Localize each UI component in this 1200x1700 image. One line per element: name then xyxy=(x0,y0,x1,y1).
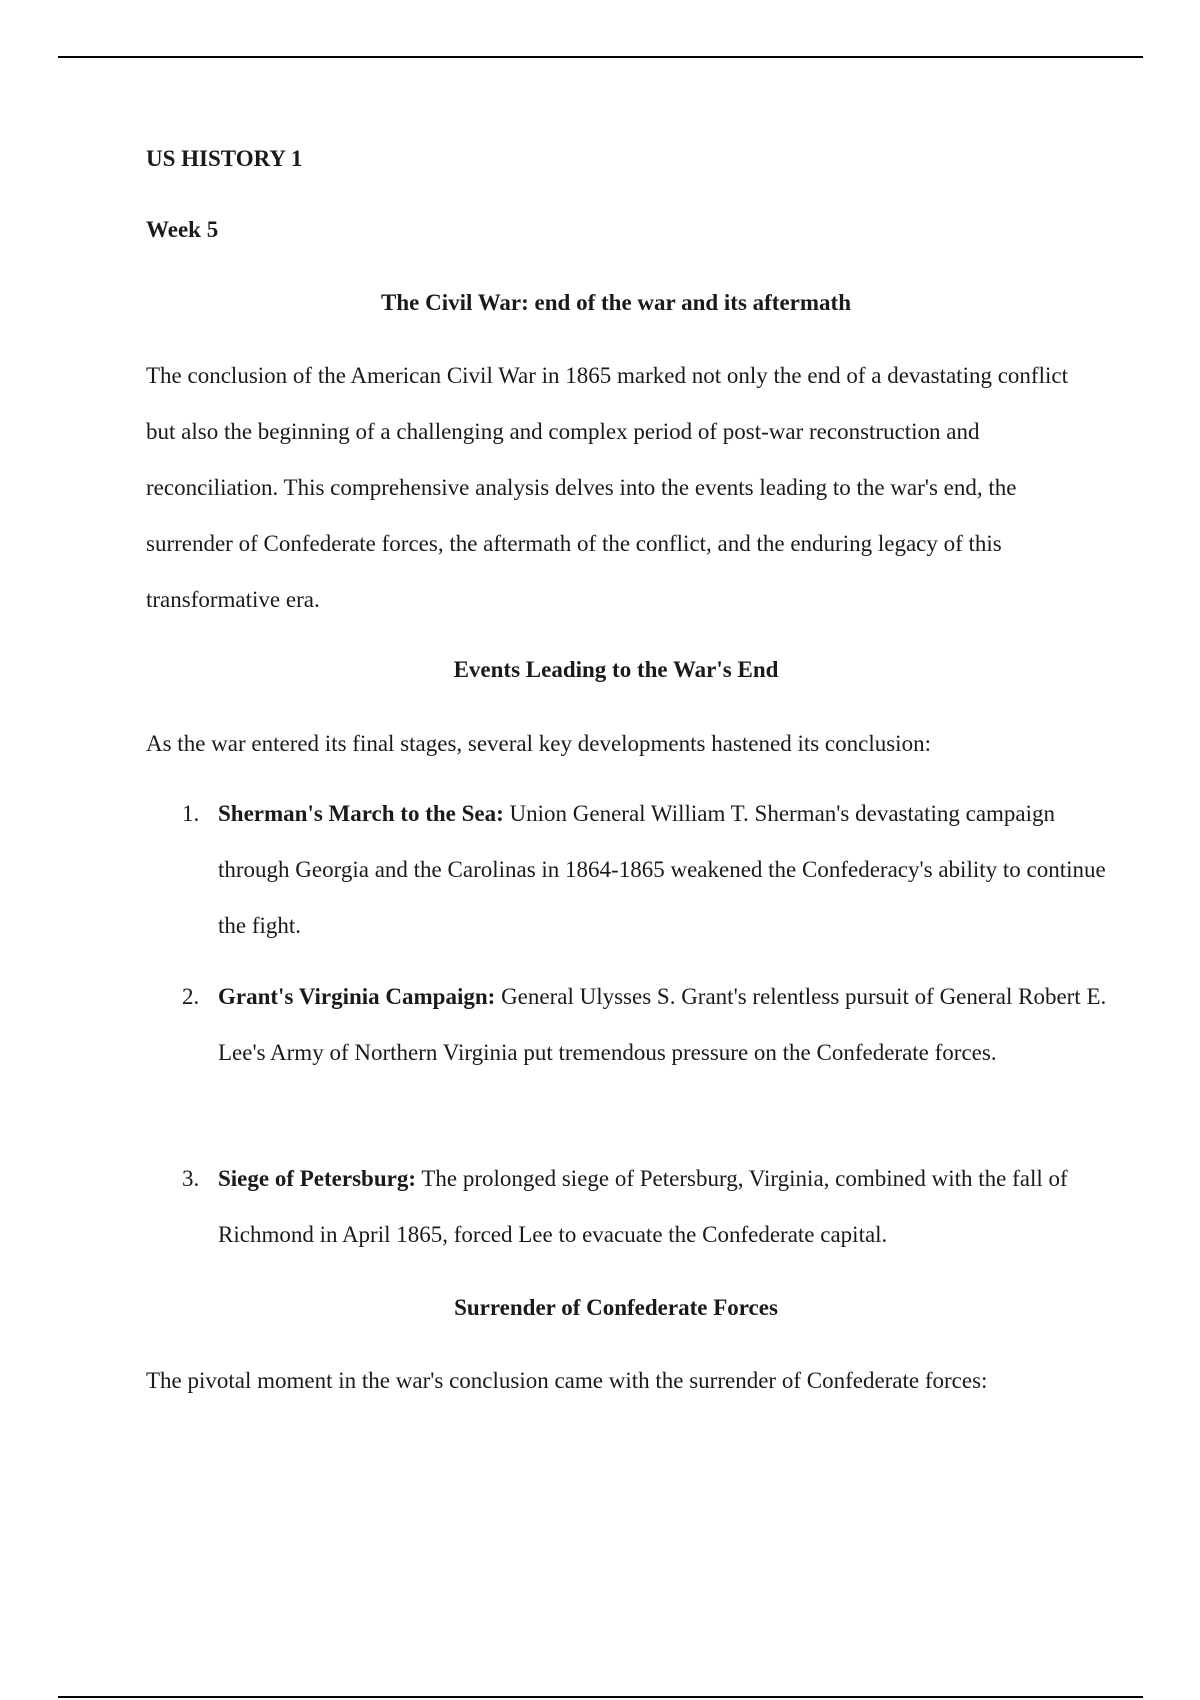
list-number: 1. xyxy=(182,801,200,826)
course-title: US HISTORY 1 xyxy=(146,146,303,171)
document-title: The Civil War: end of the war and its aftermath xyxy=(381,290,851,315)
section-heading-surrender: Surrender of Confederate Forces xyxy=(454,1295,778,1320)
list-item-term: Sherman's March to the Sea: xyxy=(218,801,504,826)
section-heading-events: Events Leading to the War's End xyxy=(453,657,779,682)
events-lead-paragraph: As the war entered its final stages, several key developments hastened its conclusion: xyxy=(146,731,931,756)
list-item-text: The prolonged siege of Petersburg, Virginia, combined with the fall of Richmond in April 1865, forced Lee to evacuate the Confederate capital. xyxy=(218,1166,1068,1247)
list-item-term: Siege of Petersburg: xyxy=(218,1166,416,1191)
surrender-lead-paragraph: The pivotal moment in the war's conclusion came with the surrender of Confederate forces: xyxy=(146,1368,988,1393)
list-number: 3. xyxy=(182,1166,200,1191)
header-rule xyxy=(58,56,1143,58)
week-label: Week 5 xyxy=(146,217,219,242)
list-item-text: General Ulysses S. Grant's relentless pursuit of General Robert E. Lee's Army of Northern Virginia put tremendous pressure on the Confederate forces. xyxy=(218,984,1107,1065)
list-item-body xyxy=(218,1151,1108,1263)
list-number: 2. xyxy=(182,984,200,1009)
list-item-term: Grant's Virginia Campaign: xyxy=(218,984,496,1009)
list-item-body xyxy=(218,786,1108,954)
intro-paragraph: The conclusion of the American Civil War in 1865 marked not only the end of a devastating conflict but also the beginning of a challenging and complex period of post-war reconstruction and reconciliation. This comprehensive analysis delves into the events leading to the war's end, the surrender of Confederate forces, the aftermath of the conflict, and the enduring legacy of this transformative era. xyxy=(146,363,1068,612)
list-item-body xyxy=(218,969,1108,1081)
footer-rule xyxy=(58,1696,1143,1698)
list-item-text: Union General William T. Sherman's devastating campaign through Georgia and the Carolinas in 1864-1865 weakened the Confederacy's ability to continue the fight. xyxy=(218,801,1106,938)
